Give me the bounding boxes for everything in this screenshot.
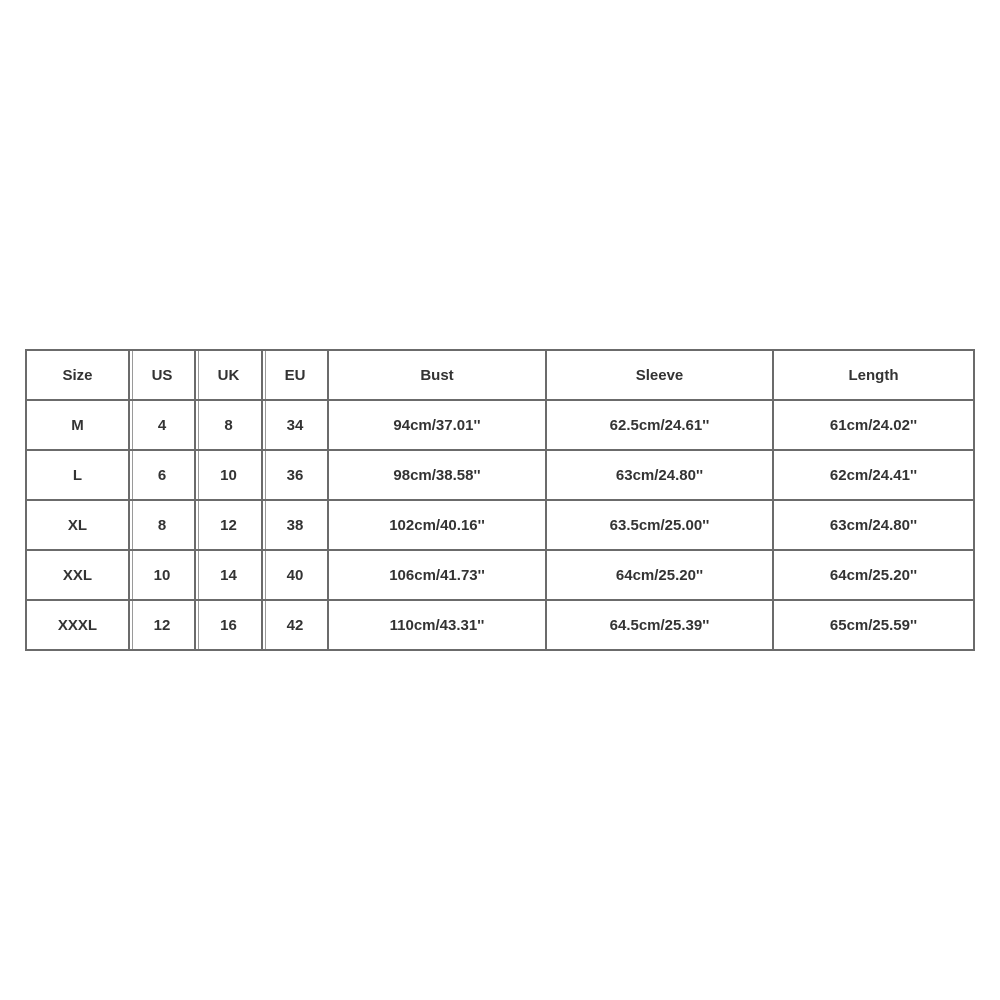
table-row: [27, 401, 975, 451]
cell-eu: 42: [263, 601, 329, 651]
cell-sleeve: 63cm/24.80'': [547, 451, 774, 501]
cell-us: 6: [130, 451, 196, 501]
header-eu: EU: [263, 351, 329, 401]
cell-size: XXXL: [27, 601, 130, 651]
cell-bust: 94cm/37.01'': [329, 401, 547, 451]
cell-eu: 40: [263, 551, 329, 601]
cell-length: 61cm/24.02'': [774, 401, 975, 451]
cell-uk: 16: [196, 601, 263, 651]
cell-size: XL: [27, 501, 130, 551]
header-bust: Bust: [329, 351, 547, 401]
cell-bust: 106cm/41.73'': [329, 551, 547, 601]
cell-length: 64cm/25.20'': [774, 551, 975, 601]
cell-sleeve: 62.5cm/24.61'': [547, 401, 774, 451]
cell-us: 4: [130, 401, 196, 451]
cell-uk: 14: [196, 551, 263, 601]
table-row: [27, 501, 975, 551]
cell-length: 62cm/24.41'': [774, 451, 975, 501]
cell-size: M: [27, 401, 130, 451]
header-us: US: [130, 351, 196, 401]
cell-bust: 110cm/43.31'': [329, 601, 547, 651]
cell-eu: 38: [263, 501, 329, 551]
header-size: Size: [27, 351, 130, 401]
header-length: Length: [774, 351, 975, 401]
cell-sleeve: 64cm/25.20'': [547, 551, 774, 601]
cell-size: L: [27, 451, 130, 501]
cell-bust: 98cm/38.58'': [329, 451, 547, 501]
table-row: [27, 601, 975, 651]
cell-us: 12: [130, 601, 196, 651]
cell-sleeve: 63.5cm/25.00'': [547, 501, 774, 551]
table-row: [27, 551, 975, 601]
cell-us: 8: [130, 501, 196, 551]
cell-length: 63cm/24.80'': [774, 501, 975, 551]
cell-uk: 10: [196, 451, 263, 501]
cell-length: 65cm/25.59'': [774, 601, 975, 651]
cell-uk: 8: [196, 401, 263, 451]
table-header-row: [27, 351, 975, 401]
header-sleeve: Sleeve: [547, 351, 774, 401]
cell-size: XXL: [27, 551, 130, 601]
cell-eu: 36: [263, 451, 329, 501]
cell-sleeve: 64.5cm/25.39'': [547, 601, 774, 651]
cell-uk: 12: [196, 501, 263, 551]
header-uk: UK: [196, 351, 263, 401]
table-row: [27, 451, 975, 501]
cell-us: 10: [130, 551, 196, 601]
size-chart-table: [25, 349, 975, 651]
cell-bust: 102cm/40.16'': [329, 501, 547, 551]
cell-eu: 34: [263, 401, 329, 451]
